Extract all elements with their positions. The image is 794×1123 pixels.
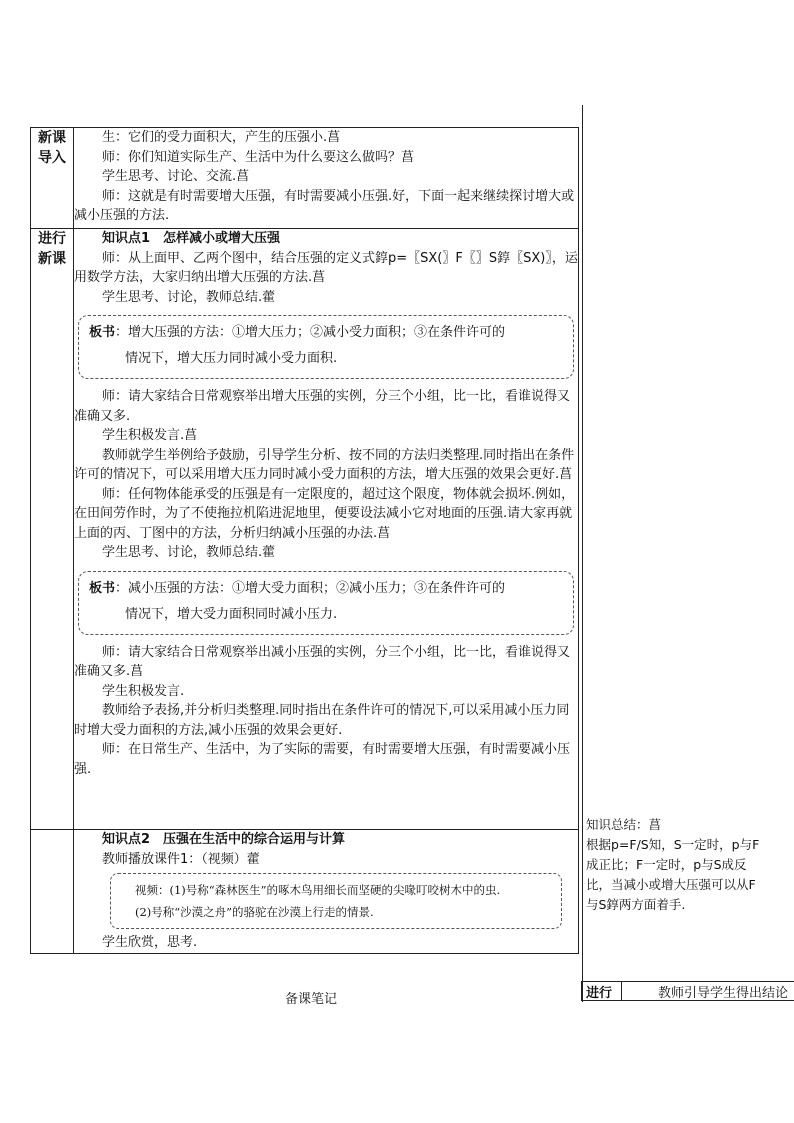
paragraph: 教师播放课件1：（视频）藿	[102, 851, 260, 867]
section-heading: 知识点1 怎样减小或增大压强	[102, 231, 281, 246]
paragraph: 生：它们的受力面积大，产生的压强小.菖	[102, 130, 341, 145]
table-row	[31, 229, 579, 830]
paragraph: 学生思考、讨论、交流.菖	[102, 169, 250, 184]
paragraph: 师：在日常生产、生活中，为了实际的需要，有时需要增大压强，有时需要减小压强.	[74, 742, 571, 777]
table-row	[31, 128, 579, 229]
paragraph: 教师给予表扬,并分析归类整理.同时指出在条件许可的情况下,可以采用减小压力同时增大受力面积的方法,减小压强的效果会更好.	[74, 703, 570, 738]
video-box	[110, 873, 562, 929]
paragraph: 学生欣赏，思考.	[102, 935, 198, 950]
blackboard-text: ：减小压强的方法：①增大受力面积；②减小压力；③在条件许可的	[115, 580, 506, 596]
paragraph: 学生积极发言.	[102, 683, 185, 699]
blackboard-label: 板书	[89, 580, 116, 596]
paragraph: 学生积极发言.菖	[102, 428, 198, 443]
side-note: 知识总结：菖 根据p=F/S知，S一定时，p与F成正比；F一定时，p与S成反比，当减小或增大压强可以从F与S錞两方面着手.	[586, 817, 760, 912]
kp2-content	[74, 830, 579, 954]
blackboard-label: 板书	[89, 325, 116, 340]
row-label-new-lesson	[31, 229, 74, 830]
table-row	[31, 830, 579, 954]
row-label-text: 新课 导入	[38, 130, 66, 166]
paragraph: 师：你们知道实际生产、生活中为什么要这么做吗？菖	[102, 149, 415, 165]
blackboard-text: 情况下，增大压力同时减小受力面积.	[125, 351, 338, 366]
lesson-table	[30, 127, 579, 954]
paragraph: 师：从上面甲、乙两个图中，结合压强的定义式錞p=〖SX(〗F〖〗S錞〖SX)〗，运用数学方法，大家归纳出增大压强的方法.菖	[74, 250, 578, 285]
video-line: 视频：(1)号称“森林医生”的啄木鸟用细长而坚硬的尖喙叮咬树木中的虫.	[135, 883, 501, 897]
blackboard-box	[78, 315, 574, 379]
paragraph: 学生思考、讨论，教师总结.藿	[102, 289, 276, 305]
row-label-empty	[31, 830, 74, 954]
paragraph: 学生思考、讨论，教师总结.藿	[102, 545, 276, 560]
margin-divider	[582, 105, 583, 1002]
blackboard-box	[78, 571, 574, 635]
intro-content	[74, 128, 579, 229]
row-label-intro	[31, 128, 74, 229]
blackboard-text: 情况下，增大受力面积同时减小压力.	[125, 606, 338, 622]
fragment-text: 教师引导学生得出结论	[658, 985, 789, 1001]
video-line: (2)号称“沙漠之舟”的骆驼在沙漠上行走的情景.	[135, 905, 374, 919]
paragraph: 教师就学生举例给予鼓励，引导学生分析、按不同的方法归类整理.同时指出在条件许可的情况下，可以采用增大压力同时减小受力面积的方法，增大压强的效果会更好.菖	[74, 447, 575, 482]
blackboard-line	[89, 320, 563, 346]
paragraph: 师：请大家结合日常观察举出减小压强的实例，分三个小组，比一比，看谁说得又准确又多.菖	[74, 644, 571, 679]
fragment-label: 进行	[582, 982, 622, 1000]
section-heading: 知识点2 压强在生活中的综合运用与计算	[102, 832, 346, 847]
blackboard-text: ：增大压强的方法：①增大压力；②减小受力面积；③在条件许可的	[115, 325, 506, 340]
paragraph: 师：请大家结合日常观察举出增大压强的实例，分三个小组，比一比，看谁说得又准确又多.	[74, 389, 571, 424]
blackboard-line	[89, 576, 563, 602]
row-label-text: 进行 新课	[38, 231, 66, 267]
next-table-fragment	[581, 981, 794, 1001]
paragraph: 师：任何物体能承受的压强是有一定限度的，超过这个限度，物体就会损坏.例如，在田间劳作时，为了不使拖拉机陷进泥地里，便要设法减小它对地面的压强.请大家再就上面的丙、丁图中的方法，分析归纳减小压强的办法.菖	[74, 486, 575, 541]
new-lesson-content	[74, 229, 579, 830]
paragraph: 师：这就是有时需要增大压强，有时需要减小压强.好，下面一起来继续探讨增大或减小压强的方法.	[74, 188, 575, 223]
notes-label: 备课笔记	[285, 992, 338, 1007]
